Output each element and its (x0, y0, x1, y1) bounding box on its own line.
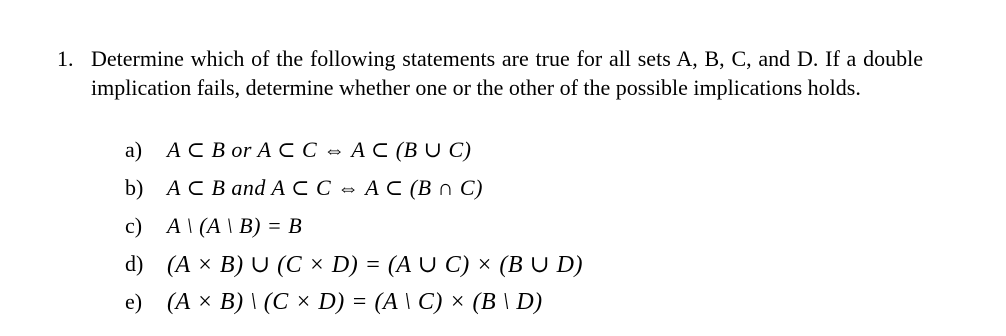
subpart-label: a) (125, 137, 143, 162)
subpart-label: d) (125, 251, 144, 276)
statement-line-1: Determine which of the following statements are true for all sets A, B, C, and D. If a (91, 46, 857, 71)
statement-line-3: implications holds. (693, 75, 861, 100)
subpart-label: e) (125, 289, 143, 314)
subpart-expression: A ⊂ B or A ⊂ C ⇔ A ⊂ (B ∪ C) (167, 137, 472, 162)
subpart-label: c) (125, 213, 143, 238)
subpart-label: b) (125, 175, 144, 200)
subpart-expression: (A × B) ∪ (C × D) = (A ∪ C) × (B ∪ D) (167, 251, 583, 278)
problem-statement (91, 44, 923, 102)
subpart-e (125, 283, 965, 321)
subpart-a (125, 131, 965, 169)
subpart-c (125, 207, 965, 245)
subparts-list (125, 131, 965, 321)
problem-1 (57, 44, 923, 102)
subpart-b (125, 169, 965, 207)
problem-number: 1. (57, 46, 74, 71)
subpart-expression: (A × B) \ (C × D) = (A \ C) × (B \ D) (167, 288, 543, 315)
subpart-expression: A ⊂ B and A ⊂ C ⇔ A ⊂ (B ∩ C) (167, 175, 483, 200)
subpart-expression: A \ (A \ B) = B (167, 213, 303, 238)
statement-line-2: double implication fails, determine whether one or the other of the possible (91, 46, 924, 100)
subpart-d (125, 245, 965, 283)
